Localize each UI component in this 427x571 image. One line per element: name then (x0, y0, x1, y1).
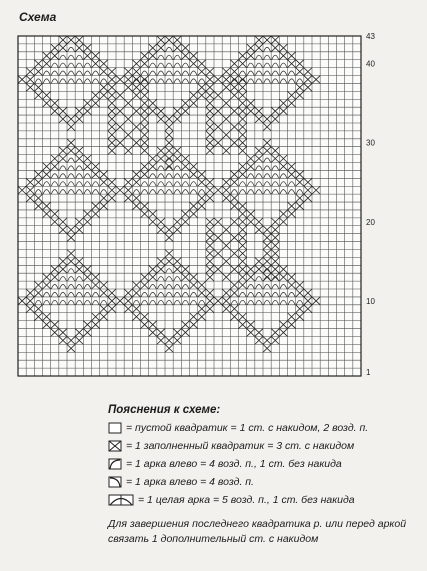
finishing-note: Для завершения последнего квадратика р. или перед аркой связать 1 дополнительный ст. с накидом (108, 518, 407, 545)
filled-square-icon (108, 440, 122, 452)
row-number-label: 43 (366, 32, 375, 41)
chart-title: Схема (19, 10, 57, 24)
legend-heading: Пояснения к схеме: (108, 404, 221, 416)
legend-item-filled-square (108, 437, 418, 455)
row-number-label: 1 (366, 368, 371, 378)
empty-square-icon (108, 422, 122, 434)
legend-text: = 1 заполненный квадратик = 3 ст. с накидом (126, 440, 355, 452)
legend-text: = 1 целая арка = 5 возд. п., 1 ст. без накида (138, 494, 355, 506)
arch-left-icon (108, 458, 122, 470)
legend (108, 404, 418, 509)
row-number-label: 20 (366, 217, 375, 227)
legend-item-full-arch (108, 491, 418, 509)
legend-text: = 1 арка влево = 4 возд. п., 1 ст. без накида (126, 458, 342, 470)
legend-item-arch-left (108, 455, 418, 473)
full-arch-icon (108, 494, 134, 506)
legend-text: = 1 арка влево = 4 возд. п. (126, 476, 254, 488)
legend-item-arch-right (108, 473, 418, 491)
legend-text: = пустой квадратик = 1 ст. с накидом, 2 возд. п. (126, 422, 369, 434)
row-number-label: 40 (366, 59, 375, 69)
row-number-label: 30 (366, 138, 375, 148)
legend-item-empty-square (108, 419, 418, 437)
row-number-label: 10 (366, 296, 375, 306)
arch-right-icon (108, 476, 122, 488)
